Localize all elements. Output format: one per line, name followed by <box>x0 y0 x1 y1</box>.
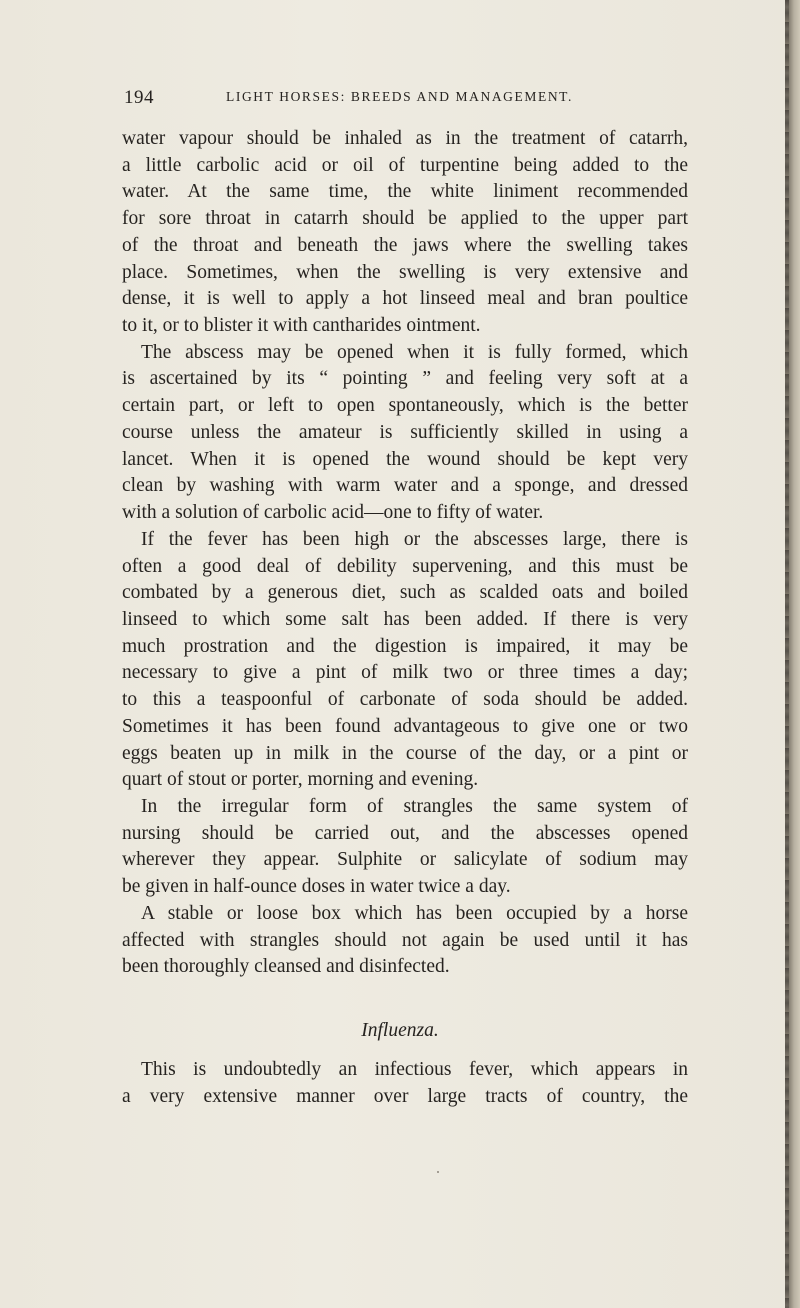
text-line: eggs beaten up in milk in the course of the day, or a pint or <box>122 742 688 764</box>
text-line: to it, or to blister it with cantharides ointment. <box>122 315 481 337</box>
text-line: often a good deal of debility supervening, and this must be <box>122 555 688 577</box>
paragraph <box>122 527 688 794</box>
paragraph <box>122 340 688 527</box>
text-line: of the throat and beneath the jaws where the swelling takes <box>122 234 688 256</box>
text-line: lancet. When it is opened the wound should be kept very <box>122 448 688 470</box>
text-line: wherever they appear. Sulphite or salicylate of sodium may <box>122 849 688 871</box>
text-line: water. At the same time, the white liniment recommended <box>122 181 688 203</box>
text-line: water vapour should be inhaled as in the treatment of catarrh, <box>122 128 688 149</box>
page-header <box>124 87 684 109</box>
text-line: linseed to which some salt has been added. If there is very <box>122 608 688 630</box>
text-line: to this a teaspoonful of carbonate of soda should be added. <box>122 689 688 711</box>
text-line: The abscess may be opened when it is fully formed, which <box>141 341 688 363</box>
text-line: A stable or loose box which has been occupied by a horse <box>141 902 688 924</box>
page-number: 194 <box>124 87 154 108</box>
text-line: certain part, or left to open spontaneously, which is the better <box>122 395 688 417</box>
text-line: Sometimes it has been found advantageous to give one or two <box>122 715 688 737</box>
text-line: nursing should be carried out, and the abscesses opened <box>122 822 688 844</box>
text-line: with a solution of carbolic acid—one to fifty of water. <box>122 502 544 524</box>
text-line: been thoroughly cleansed and disinfected. <box>122 956 450 978</box>
text-line: a little carbolic acid or oil of turpentine being added to the <box>122 154 688 176</box>
text-line: necessary to give a pint of milk two or three times a day; <box>122 662 688 684</box>
text-line: In the irregular form of strangles the same system of <box>141 795 688 817</box>
page-edge-shadow <box>785 0 800 1308</box>
text-line: be given in half-ounce doses in water twice a day. <box>122 876 511 898</box>
body-text <box>122 126 688 981</box>
text-line: This is undoubtedly an infectious fever, which appears in <box>141 1059 688 1080</box>
text-line: quart of stout or porter, morning and evening. <box>122 769 479 791</box>
paragraph <box>122 901 688 981</box>
text-line: place. Sometimes, when the swelling is very extensive and <box>122 261 688 283</box>
text-line: clean by washing with warm water and a sponge, and dressed <box>122 475 688 497</box>
text-line: If the fever has been high or the abscesses large, there is <box>141 528 688 550</box>
text-line: combated by a generous diet, such as scalded oats and boiled <box>122 582 688 604</box>
text-line: for sore throat in catarrh should be applied to the upper part <box>122 208 688 230</box>
text-line: much prostration and the digestion is impaired, it may be <box>122 635 688 657</box>
ink-speck <box>437 1171 439 1173</box>
paragraph <box>122 794 688 901</box>
paragraph <box>122 126 688 340</box>
text-line: is ascertained by its “ pointing ” and feeling very soft at a <box>122 368 688 390</box>
section-heading: Influenza. <box>361 1020 439 1041</box>
running-title: LIGHT HORSES: BREEDS AND MANAGEMENT. <box>226 89 573 104</box>
text-line: dense, it is well to apply a hot linseed meal and bran poultice <box>122 288 688 310</box>
section-paragraph <box>122 1057 688 1110</box>
text-line: affected with strangles should not again be used until it has <box>122 929 688 951</box>
text-line: a very extensive manner over large tracts of country, the <box>122 1085 688 1107</box>
text-line: course unless the amateur is sufficiently skilled in using a <box>122 421 688 443</box>
